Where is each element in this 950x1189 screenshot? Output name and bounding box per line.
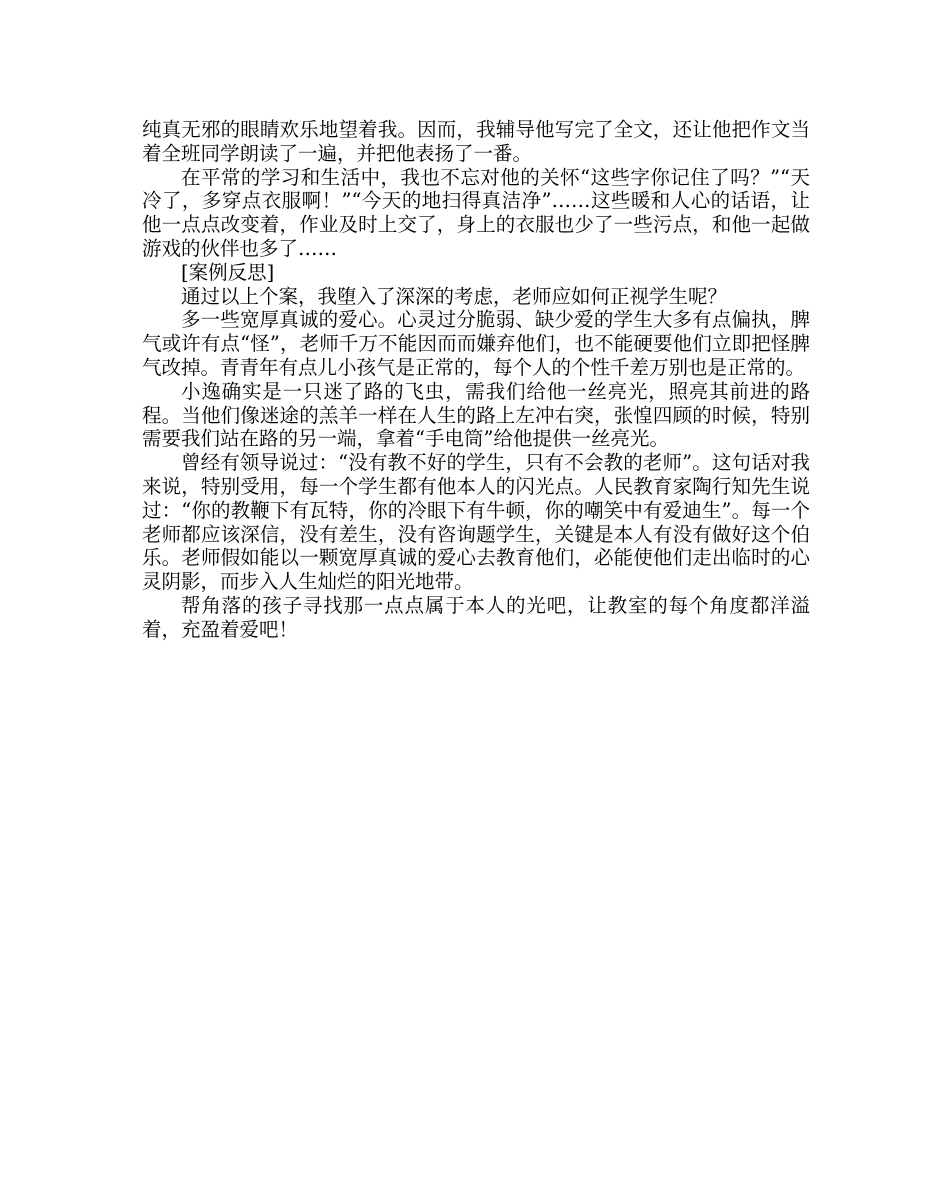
- paragraph-closing: 帮角落的孩子寻找那一点点属于本人的光吧，让教室的每个角度都洋溢着，充盈着爱吧！: [142, 593, 810, 641]
- paragraph-care: 在平常的学习和生活中，我也不忘对他的关怀“这些字你记住了吗？”“天冷了，多穿点衣服啊！”“今天的地扫得真洁净”……这些暖和人心的话语，让他一点点改变着，作业及时上交了，身上的衣服也少了一些污点，和他一起做游戏的伙伴也多了……: [142, 165, 810, 260]
- document-body: [142, 118, 810, 642]
- paragraph-more-love: 多一些宽厚真诚的爱心。心灵过分脆弱、缺少爱的学生大多有点偏执，脾气或许有点“怪”，老师千万不能因而而嫌弃他们，也不能硬要他们立即把怪脾气改掉。青青年有点儿小孩气是正常的，每个人的个性千差万别也是正常的。: [142, 308, 810, 379]
- paragraph-lost-insect: 小逸确实是一只迷了路的飞虫，需我们给他一丝亮光，照亮其前进的路程。当他们像迷途的羔羊一样在人生的路上左冲右突，张惶四顾的时候，特别需要我们站在路的另一端，拿着“手电筒”给他提供一丝亮光。: [142, 379, 810, 451]
- paragraph-continuation: 纯真无邪的眼睛欢乐地望着我。因而，我辅导他写完了全文，还让他把作文当着全班同学朗读了一遍，并把他表扬了一番。: [142, 118, 810, 165]
- paragraph-no-bad-students: 曾经有领导说过：“没有教不好的学生，只有不会教的老师”。这句话对我来说，特别受用，每一个学生都有他本人的闪光点。人民教育家陶行知先生说过：“你的教鞭下有瓦特，你的冷眼下有牛顿，你的嘲笑中有爱迪生”。每一个老师都应该深信，没有差生，没有咨询题学生，关键是本人有没有做好这个伯乐。老师假如能以一颗宽厚真诚的爱心去教育他们，必能使他们走出临时的心灵阴影，而步入人生灿烂的阳光地带。: [142, 451, 810, 594]
- paragraph-reflection-intro: 通过以上个案，我堕入了深深的考虑，老师应如何正视学生呢？: [181, 284, 728, 308]
- section-heading-case-reflection: [案例反思]: [181, 260, 275, 284]
